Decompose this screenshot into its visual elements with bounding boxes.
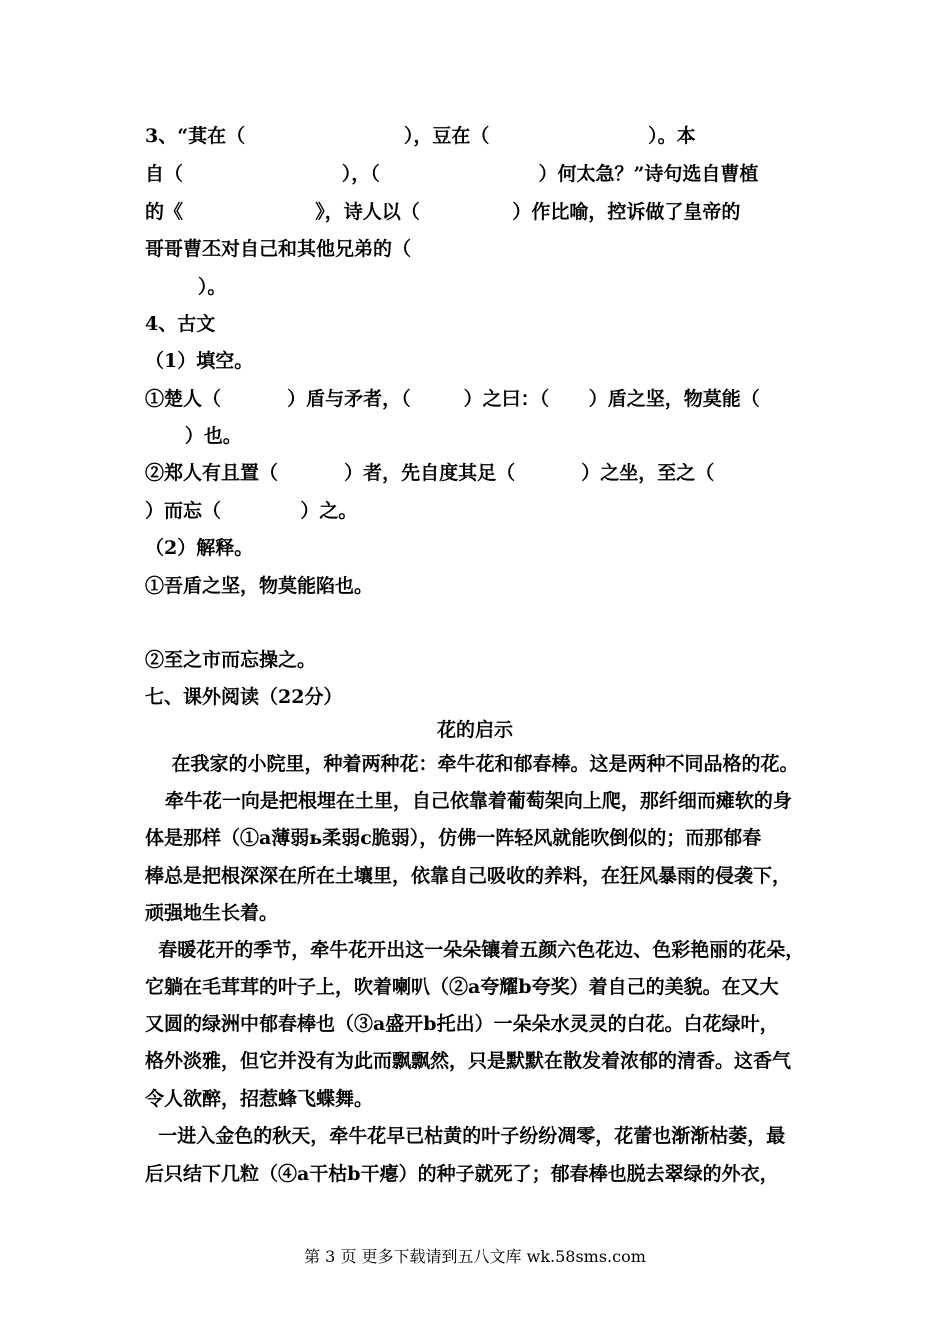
- section-heading: 4、古文: [145, 313, 216, 335]
- paragraph-line: 顽强地生长着。: [145, 902, 279, 924]
- section-heading: 七、课外阅读（22分）: [145, 686, 343, 708]
- text-line: ②至之市而忘操之。: [145, 649, 317, 671]
- paragraph-line: 后只结下几粒（④a干枯b干瘪）的种子就死了；郁春棒也脱去翠绿的外衣，: [145, 1163, 779, 1185]
- paragraph-line: 令人欲醉，招惹蜂飞蝶舞。: [145, 1088, 374, 1110]
- text-line: 3、“萁在（ ），豆在（ ）。本: [145, 125, 696, 147]
- paragraph-line: 格外淡雅，但它并没有为此而飘飘然，只是默默在散发着浓郁的清香。这香气: [145, 1050, 792, 1072]
- paragraph-line: 棒总是把根深深在所在土壤里，依靠自己吸收的养料，在狂风暴雨的侵袭下，: [145, 865, 792, 887]
- paragraph-line: 牵牛花一向是把根埋在土里，自己依靠着葡萄架向上爬，那纤细而瘫软的身: [145, 790, 792, 812]
- paragraph-line: 它躺在毛茸茸的叶子上，吹着喇叭（②a夸耀b夸奖）着自己的美貌。在又大: [145, 976, 779, 998]
- subsection-heading: （2）解释。: [145, 537, 254, 559]
- text-line: 自（ ），（ ）何太急？”诗句选自曹植: [145, 163, 759, 185]
- paragraph-line: 又圆的绿洲中郁春棒也（③a盛开b托出）一朵朵水灵灵的白花。白花绿叶，: [145, 1013, 779, 1035]
- paragraph-line: 体是那样（①a薄弱ь柔弱c脆弱），仿佛一阵轻风就能吹倒似的；而那郁春: [145, 827, 762, 849]
- text-line: ）。: [145, 276, 227, 298]
- paragraph-line: 在我家的小院里，种着两种花：牵牛花和郁春棒。这是两种不同品格的花。: [145, 753, 799, 775]
- text-line: ）而忘（ ）之。: [145, 500, 358, 522]
- text-line: 哥哥曹丕对自己和其他兄弟的（: [145, 238, 412, 260]
- article-title: 花的启示: [436, 719, 513, 741]
- paragraph-line: 春暖花开的季节，牵牛花开出这一朵朵镶着五颜六色花边、色彩艳丽的花朵，: [145, 939, 805, 961]
- subsection-heading: （1）填空。: [145, 350, 254, 372]
- text-line: ①吾盾之坚，物莫能陷也。: [145, 575, 374, 597]
- page-footer: 第 3 页 更多下载请到五八文库 wk.58sms.com: [304, 1247, 646, 1266]
- text-line: 的《 》，诗人以（ ）作比喻，控诉做了皇帝的: [145, 201, 741, 223]
- paragraph-line: 一进入金色的秋天，牵牛花早已枯黄的叶子纷纷凋零，花蕾也渐渐枯萎，最: [145, 1125, 786, 1147]
- text-line: ）也。: [145, 425, 242, 447]
- text-line: ①楚人（ ）盾与矛者，（ ）之曰：（ ）盾之坚，物莫能（: [145, 388, 760, 410]
- text-line: ②郑人有且置（ ）者，先自度其足（ ）之坐，至之（: [145, 462, 715, 484]
